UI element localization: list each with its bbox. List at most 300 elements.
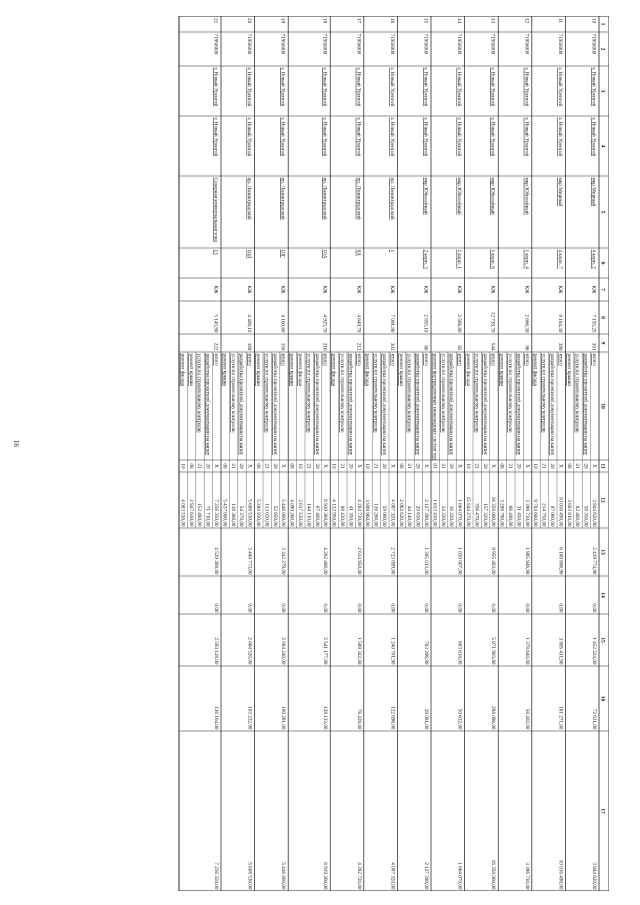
column-header: 6 [599,261,606,265]
house-number: 1 [388,249,395,253]
work-code: 21 [372,463,379,469]
work-code: Х [423,464,429,468]
work-cost: 1 613 430,00 [431,499,438,527]
work-code: 20 [238,463,245,469]
work-code: 20 [204,463,211,469]
work-cost: 5 280 930,00 [255,499,261,527]
work-type: ремонт фасада [330,353,337,386]
fund-source-1: 3 440 773,00 [246,547,253,575]
settlement: г. Новый Уренгой [212,117,219,157]
oktmo-code: 71956000 [321,33,328,55]
fund-source-2: 0,00 [523,603,530,613]
work-cost: 144 110,00 [305,503,312,527]
row-number: 12 [523,18,530,24]
settlement: г. Новый Уренгой [590,117,597,157]
fund-source-4: 136 164,00 [213,706,219,730]
column-header: 5 [599,210,606,214]
residents-count: 96 [523,345,530,351]
fund-source-2: 0,00 [591,603,597,613]
column-header: 16 [599,695,606,702]
oktmo-code: 71956000 [422,33,429,55]
total-cost: 4 262 720,00 [355,862,362,890]
work-type: услуги по строительному контролю [473,353,480,433]
fund-source-2: 0,00 [389,603,396,613]
work-cost: 58 350,00 [582,505,589,527]
row-number: 20 [246,18,253,24]
fund-source-4: 288 086,00 [490,706,497,730]
work-type: услуги по строительному контролю [196,353,203,433]
work-type: разработка проектной документации на капит [549,353,555,455]
work-code: 21 [229,463,236,469]
row-number: 13 [489,18,496,24]
house-number: 4 корп. 7 [556,249,563,269]
work-cost: 16 358 060,00 [490,496,497,527]
oktmo-code: 71956000 [456,33,463,55]
column-header: 13 [599,549,606,555]
wall-material: КЖ [422,285,429,294]
residents-count: 216 [321,342,328,351]
work-code: Х [557,464,564,468]
work-cost: 4 083 530,00 [179,499,186,527]
work-code: Х [355,464,362,468]
residents-count: 212 [355,342,362,351]
street: Северная коммунальная зона [212,177,219,242]
fund-source-2: 0,00 [280,603,287,613]
total-area: 4 160,60 [279,314,286,333]
fund-source-1: 6 100 806,90 [557,547,564,575]
row-number: 17 [355,18,362,24]
municipality: г. Новый Уренгой [388,67,395,107]
work-type: итого [213,353,219,366]
work-cost: 356 470,00 [473,503,480,527]
wall-material: КЖ [556,285,563,294]
work-code: Х [490,464,497,468]
work-type: ремонт фасада [465,353,471,386]
municipality: г. Новый Уренгой [590,67,597,107]
rotated-table-scan [34,16,609,891]
fund-source-3: 783 296,90 [423,641,429,665]
work-code: 21 [574,463,581,469]
fund-source-4: 58 402,00 [523,708,530,730]
work-type: разработка проектной документации на капит [515,353,522,455]
house-number: 8А [355,249,362,256]
municipality: г. Новый Уренгой [279,67,286,107]
work-cost: 6 919 360,00 [322,499,329,527]
municipality: г. Новый Уренгой [212,67,219,107]
work-code: 20 [481,463,488,469]
work-cost: 41 350,00 [347,505,354,527]
fund-source-4: 100 281,00 [280,706,287,730]
settlement: г. Новый Уренгой [489,117,496,157]
fund-source-4: 128 133,00 [322,706,329,730]
settlement: г. Новый Уренгой [556,117,563,157]
work-cost: 66 490,00 [507,505,513,527]
fund-source-2: 0,00 [423,603,429,613]
house-number: 2 корп. 3 [422,249,429,269]
house-number: 10Г [279,249,286,258]
house-number: 1 корп. 4 [523,249,530,269]
work-type: итого [423,353,429,366]
work-cost: 20 630,00 [414,505,421,527]
residents-count: 303 [388,342,395,351]
work-type: ремонт крыши [397,353,404,386]
fund-source-3: 2 541 177,90 [322,637,329,665]
wall-material: КЖ [212,285,219,294]
work-type: итого [523,353,530,366]
work-cost: 4 262 720,00 [355,499,362,527]
fund-source-4: 72 621,00 [591,708,597,730]
work-type: итого [355,353,362,366]
fund-source-1: 2 419 774,90 [591,547,597,575]
fund-source-2: 0,00 [456,603,463,613]
work-code: 20 [381,463,387,469]
total-cost: 5 608 530,00 [246,862,253,890]
work-code: Х [280,464,287,468]
municipality: г. Новый Уренгой [422,67,429,107]
wall-material: КЖ [321,285,328,294]
work-code: 08 [397,463,404,469]
wall-material: КЖ [355,285,362,294]
column-header: 9 [599,341,606,345]
total-area: 5 145,90 [212,314,219,333]
work-type: ремонт крыши [288,353,295,386]
row-number: 14 [456,18,463,24]
total-cost: 5 446 800,00 [280,862,287,890]
work-cost: 67 460,00 [313,505,320,527]
oktmo-code: 71956000 [489,33,496,55]
oktmo-code: 71956000 [246,33,253,55]
fund-source-4: 122 696,00 [389,706,396,730]
work-code: 10 [532,463,539,469]
fund-source-3: 2 064 520,00 [246,637,253,665]
street: пр. Ленинградский [279,177,286,220]
oktmo-code: 71956000 [279,33,286,55]
house-number: 10А [321,249,328,259]
work-code: 10 [465,463,471,469]
work-cost: 16 320,00 [448,505,455,527]
fund-source-1: 2 614 950,00 [355,547,362,575]
work-type: разработка проектной документации на капит [381,353,387,455]
work-type: услуги по строительному контролю [339,353,345,433]
work-cost: 71 710,00 [204,505,211,527]
street: мкр Мирный [556,177,563,207]
oktmo-code: 71956000 [556,33,563,55]
column-header: 17 [599,808,606,814]
work-type: ремонт внутридомовых инженерных систем теп [431,353,438,461]
work-type: услуги по строительному контролю [229,353,236,433]
work-code: 21 [196,463,203,469]
residents-count: 222 [212,342,219,351]
fund-source-2: 0,00 [557,603,564,613]
total-cost: 16 358 060,00 [490,859,497,890]
total-cost: 10 016 490,00 [557,859,564,890]
row-number: 16 [388,18,395,24]
fund-source-3: 603 634,00 [456,641,463,665]
work-cost: 9 704 680,00 [532,499,539,527]
work-code: 20 [271,463,278,469]
work-code: Х [389,464,396,468]
work-type: итого [456,353,463,366]
table-cells [179,18,605,890]
work-cost: 2 062 620,00 [397,499,404,527]
municipality: г. Новый Уренгой [489,67,496,107]
work-type: ремонт крыши [498,353,505,386]
work-cost: 3 396 730,00 [523,499,530,527]
street: пр. Ленинградский [246,177,253,220]
work-type: разработка проектной документации на капит [448,353,455,455]
work-cost: 82 460,00 [574,505,581,527]
work-type: итого [591,353,597,366]
work-cost: 2 617 530,00 [297,499,303,527]
row-number: 18 [321,18,328,24]
oktmo-code: 71956000 [355,33,362,55]
work-code: 08 [221,463,228,469]
total-area: 4 649,70 [355,314,362,333]
work-code: Х [246,464,253,468]
work-code: Х [456,464,463,468]
work-type: ремонт фасада [532,353,539,386]
fund-source-3: 3 885 411,90 [557,637,564,665]
total-cost: 3 944 620,00 [591,862,597,890]
work-type: разработка проектной документации на капит [582,353,589,455]
work-code: 10 [179,463,186,469]
work-cost: 2 947 630,00 [187,499,194,527]
work-code: 08 [498,463,505,469]
work-code: 20 [414,463,421,469]
work-cost: 52 850,00 [271,505,278,527]
wall-material: КЖ [590,285,597,294]
settlement: г. Новый Уренгой [422,117,429,157]
work-type: разработка проектной документации на капит [481,353,488,455]
fund-source-1: 1 030 007,00 [456,547,463,575]
fund-source-2: 0,00 [213,603,219,613]
street: мкр Юбилейный [456,177,463,215]
column-header: 15 [599,637,606,643]
work-cost: 34 320,00 [439,505,446,527]
residents-count: 82 [456,345,463,351]
work-cost: 5 608 530,00 [246,499,253,527]
column-header: 2 [599,47,606,51]
work-code: 20 [313,463,320,469]
fund-source-3: 2 004 240,00 [280,637,287,665]
work-code: 21 [540,463,547,469]
work-code: 21 [473,463,480,469]
page-number: 16 [12,440,20,447]
fund-source-1: 1 305 013,00 [423,547,429,575]
column-header: 3 [599,89,606,93]
municipality: г. Новый Уренгой [246,67,253,107]
work-code: 10 [364,463,371,469]
total-cost: 4 087 320,00 [389,862,396,890]
total-cost: 1 664 070,00 [456,862,463,890]
total-cost: 7 256 350,00 [213,862,219,890]
municipality: г. Новый Уренгой [321,67,328,107]
row-number: 11 [556,18,563,23]
work-type: разработка проектной документации на капит [313,353,320,455]
total-area: 2 666,30 [523,314,530,333]
work-cost: 116 360,00 [229,503,236,527]
street: пр. Ленинградский [321,177,328,220]
work-cost: 54 370,00 [238,505,245,527]
residents-count: 169 [246,342,253,351]
oktmo-code: 71956000 [590,33,597,55]
fund-source-2: 0,00 [490,603,497,613]
work-type: разработка проектной документации на капит [204,353,211,455]
column-header: 4 [599,144,606,148]
residents-count: 301 [590,342,597,351]
work-code: 08 [187,463,194,469]
work-type: услуги по строительному контролю [574,353,581,433]
fund-source-4: 181 271,00 [557,706,564,730]
work-cost: 157 320,00 [481,503,488,527]
work-code: 20 [549,463,555,469]
total-cost: 3 396 730,00 [523,862,530,890]
work-type: разработка проектной документации на капит [347,353,354,455]
work-code: 01 [431,463,438,469]
fund-source-1: 1 965 946,90 [523,547,530,575]
residents-count: 544 [489,342,496,351]
work-cost: 97 060,00 [549,505,555,527]
work-type: разработка проектной документации на капит [238,353,245,455]
work-code: Х [322,464,329,468]
total-area: 2 566,80 [456,314,463,333]
work-cost: 3 298 790,00 [498,499,505,527]
municipality: г. Новый Уренгой [456,67,463,107]
work-cost: 5 446 800,00 [280,499,287,527]
work-code: Х [523,464,530,468]
work-type: услуги по строительному контролю [406,353,413,433]
municipality: г. Новый Уренгой [556,67,563,107]
fund-source-3: 1 378 640,00 [523,637,530,665]
work-code: 10 [297,463,303,469]
fund-source-1: 3 342 279,00 [280,547,287,575]
work-cost: 10 016 490,00 [557,496,564,527]
settlement: г. Новый Уренгой [279,117,286,157]
work-code: 10 [330,463,337,469]
work-type: ремонт фасада [179,353,186,386]
total-area: 7 091,90 [388,314,395,333]
fund-source-3: 1 569 342,00 [355,637,362,665]
work-type: ремонт крыши [221,353,228,386]
row-number: 10 [590,18,597,24]
total-area: 2 855,10 [422,314,429,333]
row-number: 15 [422,18,429,24]
column-header: 11 [599,463,606,469]
fund-source-4: 30 632,00 [456,708,463,730]
oktmo-code: 71956000 [523,33,530,55]
fund-source-3: 1 452 224,00 [591,637,597,665]
column-header: 8 [599,316,606,319]
oktmo-code: 71956000 [212,33,219,55]
fund-source-3: 1 240 701,90 [389,637,396,665]
fund-source-2: 0,00 [355,603,362,613]
residents-count: 158 [279,342,286,351]
wall-material: КЖ [246,285,253,294]
municipality: г. Новый Уренгой [355,67,362,107]
work-cost: 5 437 800,00 [221,499,228,527]
settlement: г. Новый Уренгой [246,117,253,157]
work-type: услуги по строительному контролю [507,353,513,433]
street: пр. Ленинградский [388,177,395,220]
work-cost: 88 420,00 [339,505,345,527]
street: мкр Юбилейный [422,177,429,215]
column-header: 1 [599,22,606,26]
house-number: 1 корп. 6 [489,249,496,269]
house-number: 13 [212,249,219,255]
work-cost: 15 844 270,00 [465,496,471,527]
work-cost: 3 944 620,00 [591,499,597,527]
work-cost: 4 132 950,00 [330,499,337,527]
total-area: 12 738,70 [489,311,496,333]
work-code: 08 [255,463,261,469]
settlement: г. Новый Уренгой [523,117,530,157]
capital-repair-table [34,16,609,891]
work-cost: 4 090 260,00 [288,499,295,527]
work-code: Х [213,464,219,468]
fund-source-4: 39 081,00 [423,708,429,730]
wall-material: КЖ [489,285,496,294]
work-cost: 2 127 390,00 [423,499,429,527]
work-type: разработка проектной документации на капит [414,353,421,455]
fund-source-1: 2 723 899,00 [389,547,396,575]
row-number: 21 [212,18,219,24]
wall-material: КЖ [456,285,463,294]
work-type: итого [490,353,497,366]
work-type: услуги по строительному контролю [305,353,312,433]
work-type: итого [280,353,287,366]
residents-count: 399 [556,342,563,351]
work-cost: 153 480,00 [196,503,203,527]
work-cost: 59 060,00 [381,505,387,527]
house-number: 10Д [246,249,253,259]
settlement: г. Новый Уренгой [355,117,362,157]
house-number: 4 корп. 2 [590,249,597,269]
fund-source-3: 5 971 903,90 [490,637,497,665]
wall-material: КЖ [388,285,395,294]
work-type: ремонт фасада [297,353,303,386]
total-area: 7 155,25 [590,314,597,333]
street: пр. Ленинградский [355,177,362,220]
settlement: г. Новый Уренгой [388,117,395,157]
work-type: ремонт крыши [255,353,261,386]
work-code: 21 [507,463,513,469]
residents-count: 80 [422,345,429,351]
work-type: итого [557,353,564,366]
work-type: ремонт крыши [565,353,572,386]
fund-source-2: 0,00 [246,603,253,613]
wall-material: КЖ [279,285,286,294]
work-type: услуги по строительному контролю [439,353,446,433]
work-code: 20 [582,463,589,469]
work-type: услуги по строительному контролю [372,353,379,433]
street: мкр Юбилейный [489,177,496,215]
settlement: г. Новый Уренгой [321,117,328,157]
work-cost: 3 899 960,00 [364,499,371,527]
work-code: 21 [263,463,270,469]
work-type: ремонт фасада [364,353,371,386]
work-code: 08 [288,463,295,469]
work-cost: 113 020,00 [263,503,270,527]
work-cost: 1 664 070,00 [456,499,463,527]
work-cost: 126 260,00 [372,503,379,527]
column-header: 10 [599,403,606,409]
street: мкр Юбилейный [523,177,530,215]
column-header: 12 [599,497,606,503]
work-code: 20 [515,463,522,469]
work-code: 21 [439,463,446,469]
total-area: 9 164,30 [556,314,563,333]
column-header: 7 [599,288,606,291]
